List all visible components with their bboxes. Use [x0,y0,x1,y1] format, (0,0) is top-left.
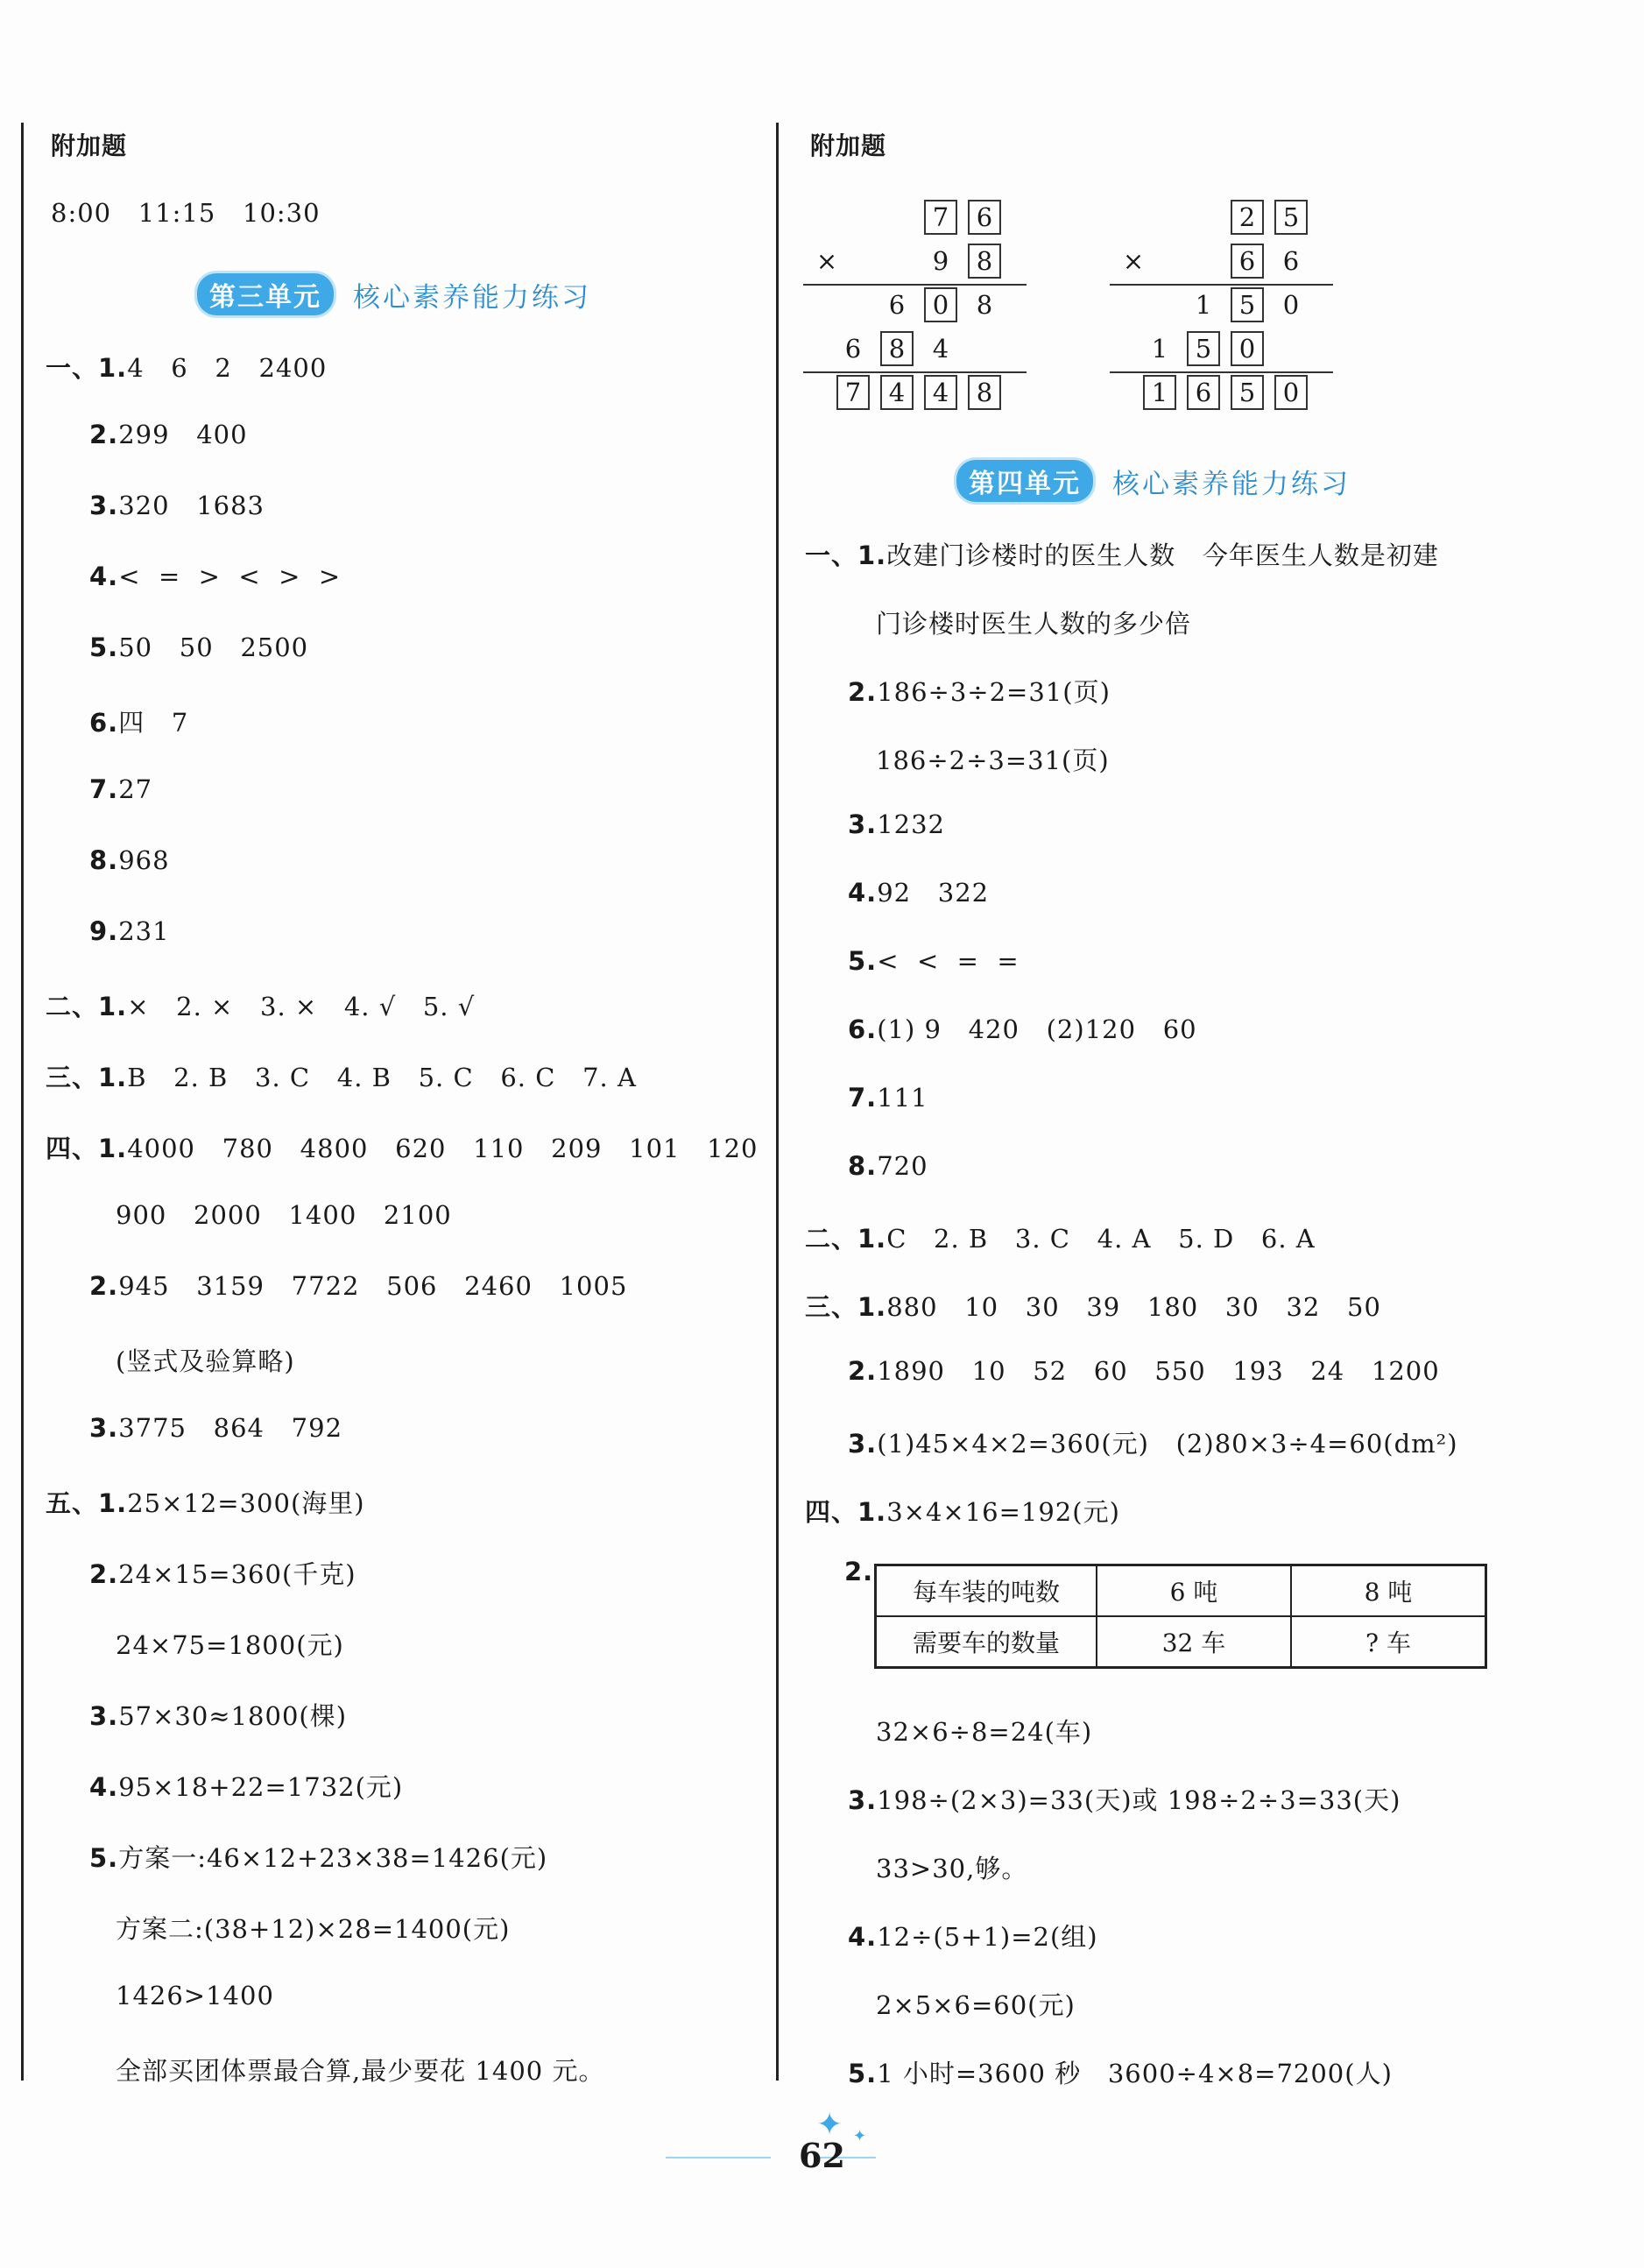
answer-line [116,1981,274,2010]
item-text: 57×30≈1800(棵) [118,1701,348,1731]
unit-three-title [197,273,591,315]
item-text: 25×12=300(海里) [127,1488,365,1518]
item-text: 880 10 30 39 180 30 32 50 [886,1292,1381,1322]
answer-line [876,604,1191,640]
answer-line [848,946,1020,976]
item-label: 3. [89,1413,119,1443]
item-text: 1890 10 52 60 550 193 24 1200 [877,1356,1440,1386]
item-label: 一、1. [46,353,128,383]
rule-line [803,371,1027,373]
table-row [876,1616,1486,1668]
item-label: 5. [848,2059,878,2088]
item-label: 2. [848,1356,878,1386]
item-text: (1)45×4×2=360(元) (2)80×3÷4=60(dm²) [877,1429,1458,1459]
unit-four-title [956,460,1351,502]
table-cell: 32 车 [1097,1616,1291,1668]
digit-box: 8 [880,331,914,366]
item-text: 1232 [877,809,946,839]
item-text: 111 [877,1083,928,1113]
digit-box: 7 [836,375,870,410]
rule-line [1110,371,1333,373]
item-label: 一、1. [805,541,887,570]
truck-table [874,1564,1487,1669]
item-text: 33>30,够。 [876,1854,1028,1883]
right-heading: 附加题 [810,131,887,160]
table-cell: 需要车的数量 [876,1616,1097,1668]
item-label: 8. [89,845,119,875]
table-cell: 6 吨 [1097,1565,1291,1617]
answer-line [46,1129,758,1165]
item-text: 1 小时=3600 秒 3600÷4×8=7200(人) [877,2059,1393,2088]
answer-line [116,1200,452,1230]
item-label: 2. [844,1557,874,1586]
table-cell: 每车装的吨数 [876,1565,1097,1617]
answer-line [89,1768,403,1804]
item-label: 3. [89,1701,119,1731]
star-icon-small: ✦ [853,2127,867,2145]
item-text: 32×6÷8=24(车) [876,1717,1093,1747]
digit-box: 0 [924,287,957,322]
item-label: 2. [89,1271,119,1301]
item-label: 5. [89,1843,119,1873]
item-text: 3775 864 792 [118,1413,343,1443]
item-text: < < = = [877,946,1020,976]
digit: 6 [888,290,906,320]
item-label: 3. [848,1429,878,1459]
digit-box: 1 [1143,375,1176,410]
answer-line [805,1493,1120,1529]
item-label: 7. [848,1083,878,1113]
item-text: 改建门诊楼时的医生人数 今年医生人数是初建 [886,541,1439,570]
item-text: 27 [118,774,153,804]
item-text: 四 7 [118,708,189,738]
item-text: 320 1683 [118,491,265,520]
answer-line [848,1356,1440,1386]
answer-line [89,420,248,449]
digit-box: 4 [880,375,914,410]
answer-line [805,1219,1316,1255]
item-label: 2. [89,420,119,449]
digit: 9 [932,246,949,276]
answer-line [89,1555,356,1591]
answer-line [876,1713,1092,1749]
item-label: 三、1. [805,1292,887,1322]
answer-line [848,809,945,839]
answer-line [89,491,265,520]
item-label: 7. [89,774,119,804]
item-text: 186÷2÷3=31(页) [876,745,1110,775]
times-sign: × [1122,246,1145,276]
item-label: 2. [848,677,878,707]
item-label: 5. [89,632,119,662]
item-text: 186÷3÷2=31(页) [877,677,1111,707]
item-text: < = > < > > [118,562,342,591]
item-label: 3. [848,809,878,839]
item-text: 945 3159 7722 506 2460 1005 [118,1271,628,1301]
item-text: 299 400 [118,420,248,449]
item-text: 24×15=360(千克) [118,1559,356,1589]
answer-line [89,703,188,739]
item-text: 1426>1400 [116,1981,274,2010]
item-label: 3. [848,1785,878,1815]
digit: 1 [1195,290,1212,320]
answer-line [89,562,341,591]
times-sign: × [815,246,838,276]
digit-box: 5 [1231,287,1264,322]
item-text: 968 [118,845,170,875]
answer-line [876,1849,1027,1885]
digit: 8 [976,290,993,320]
digit-box: 6 [968,200,1001,235]
answer-line [116,1342,295,1378]
item-label: 9. [89,916,119,946]
unit-badge: 第三单元 [197,273,334,315]
digit-box: 0 [1231,331,1264,366]
item-text: 92 322 [877,878,990,908]
item-text: 方案一:46×12+23×38=1426(元) [118,1843,548,1873]
digit-box: 8 [968,244,1001,279]
answer-line [876,741,1110,777]
answer-line [116,1626,344,1662]
digit-box: 7 [924,200,957,235]
answer-line [89,632,308,662]
answer-line [46,987,475,1023]
answer-line [848,1781,1401,1817]
digit: 6 [844,334,862,364]
item-text: 4000 780 4800 620 110 209 101 120 [127,1134,758,1163]
answer-line [876,1986,1076,2022]
digit-box: 6 [1187,375,1220,410]
digit-box: 8 [968,375,1001,410]
item-text: C 2. B 3. C 4. A 5. D 6. A [886,1224,1316,1254]
unit-name: 核心素养能力练习 [1112,468,1351,500]
answer-line [116,2052,604,2088]
answer-line [805,1288,1381,1324]
answer-line [116,1910,510,1946]
item-text: 50 50 2500 [118,632,309,662]
answer-line [848,1083,928,1113]
answer-line [848,1918,1098,1954]
item-text: 2×5×6=60(元) [876,1990,1076,2020]
answer-line [89,774,152,804]
item-label: 4. [89,1772,119,1802]
item-text: 900 2000 1400 2100 [116,1200,452,1230]
unit-name: 核心素养能力练习 [353,281,591,314]
item-label: 2. [89,1559,119,1589]
page-number: 62 [799,2136,845,2175]
answer-line [89,1413,342,1443]
item-text: 门诊楼时医生人数的多少倍 [876,609,1192,639]
item-text: 231 [118,916,170,946]
item-text: 24×75=1800(元) [116,1630,344,1660]
answer-line [89,1697,347,1733]
item-label: 5. [848,946,878,976]
answer-line [848,1014,1197,1044]
item-label: 4. [848,878,878,908]
left-heading: 附加题 [51,131,128,160]
item-label: 8. [848,1151,878,1181]
item-label: 四、1. [46,1134,128,1163]
table-cell: ? 车 [1291,1616,1486,1668]
digit: 6 [1282,246,1300,276]
table-row [876,1565,1486,1617]
left-times: 8:00 11:15 10:30 [51,198,321,228]
digit-box: 2 [1231,200,1264,235]
answer-line [89,916,170,946]
answer-line [46,1058,637,1094]
rule-line [1110,284,1333,286]
item-text: 方案二:(38+12)×28=1400(元) [116,1914,511,1944]
digit-box: 5 [1187,331,1220,366]
item-text: 198÷(2×3)=33(天)或 198÷2÷3=33(天) [877,1785,1401,1815]
item-text: 720 [877,1151,928,1181]
answer-line [46,1484,365,1520]
answer-line [848,1424,1458,1460]
item-text: 4 6 2 2400 [127,353,328,383]
item-label: 6. [848,1014,878,1044]
digit: 0 [1282,290,1300,320]
answer-line [848,878,989,908]
digit-box: 5 [1274,200,1308,235]
item-label: 3. [89,491,119,520]
answer-line [46,349,327,385]
digit-box: 5 [1231,375,1264,410]
item-text: (竖式及验算略) [116,1346,295,1376]
unit-badge: 第四单元 [956,460,1093,502]
item-text: 12÷(5+1)=2(组) [877,1922,1098,1952]
item-label: 4. [89,562,119,591]
item-text: × 2. × 3. × 4. √ 5. √ [127,992,476,1021]
item-text: (1) 9 420 (2)120 60 [877,1014,1197,1044]
answer-line [848,1151,928,1181]
answer-line [89,845,170,875]
digit-box: 4 [924,375,957,410]
item-label: 4. [848,1922,878,1952]
answer-line [805,536,1439,572]
answer-line [89,1839,547,1875]
digit: 1 [1151,334,1168,364]
item-text: B 2. B 3. C 4. B 5. C 6. C 7. A [127,1063,637,1092]
item-label: 三、1. [46,1063,128,1092]
answer-line [848,2054,1393,2090]
star-icon: ✦ [816,2107,843,2143]
item-label: 五、1. [46,1488,128,1518]
answer-line [89,1271,627,1301]
rule-line [803,284,1027,286]
item-label: 6. [89,708,119,738]
digit: 4 [932,334,949,364]
item-label: 四、1. [805,1497,887,1527]
table-cell: 8 吨 [1291,1565,1486,1617]
item-label: 二、1. [46,992,128,1021]
item-text: 3×4×16=192(元) [886,1497,1120,1527]
digit-box: 6 [1231,244,1264,279]
item-text: 全部买团体票最合算,最少要花 1400 元。 [116,2056,605,2086]
answer-line [848,673,1111,709]
digit-box: 0 [1274,375,1308,410]
item-label: 二、1. [805,1224,887,1254]
item-text: 95×18+22=1732(元) [118,1772,404,1802]
